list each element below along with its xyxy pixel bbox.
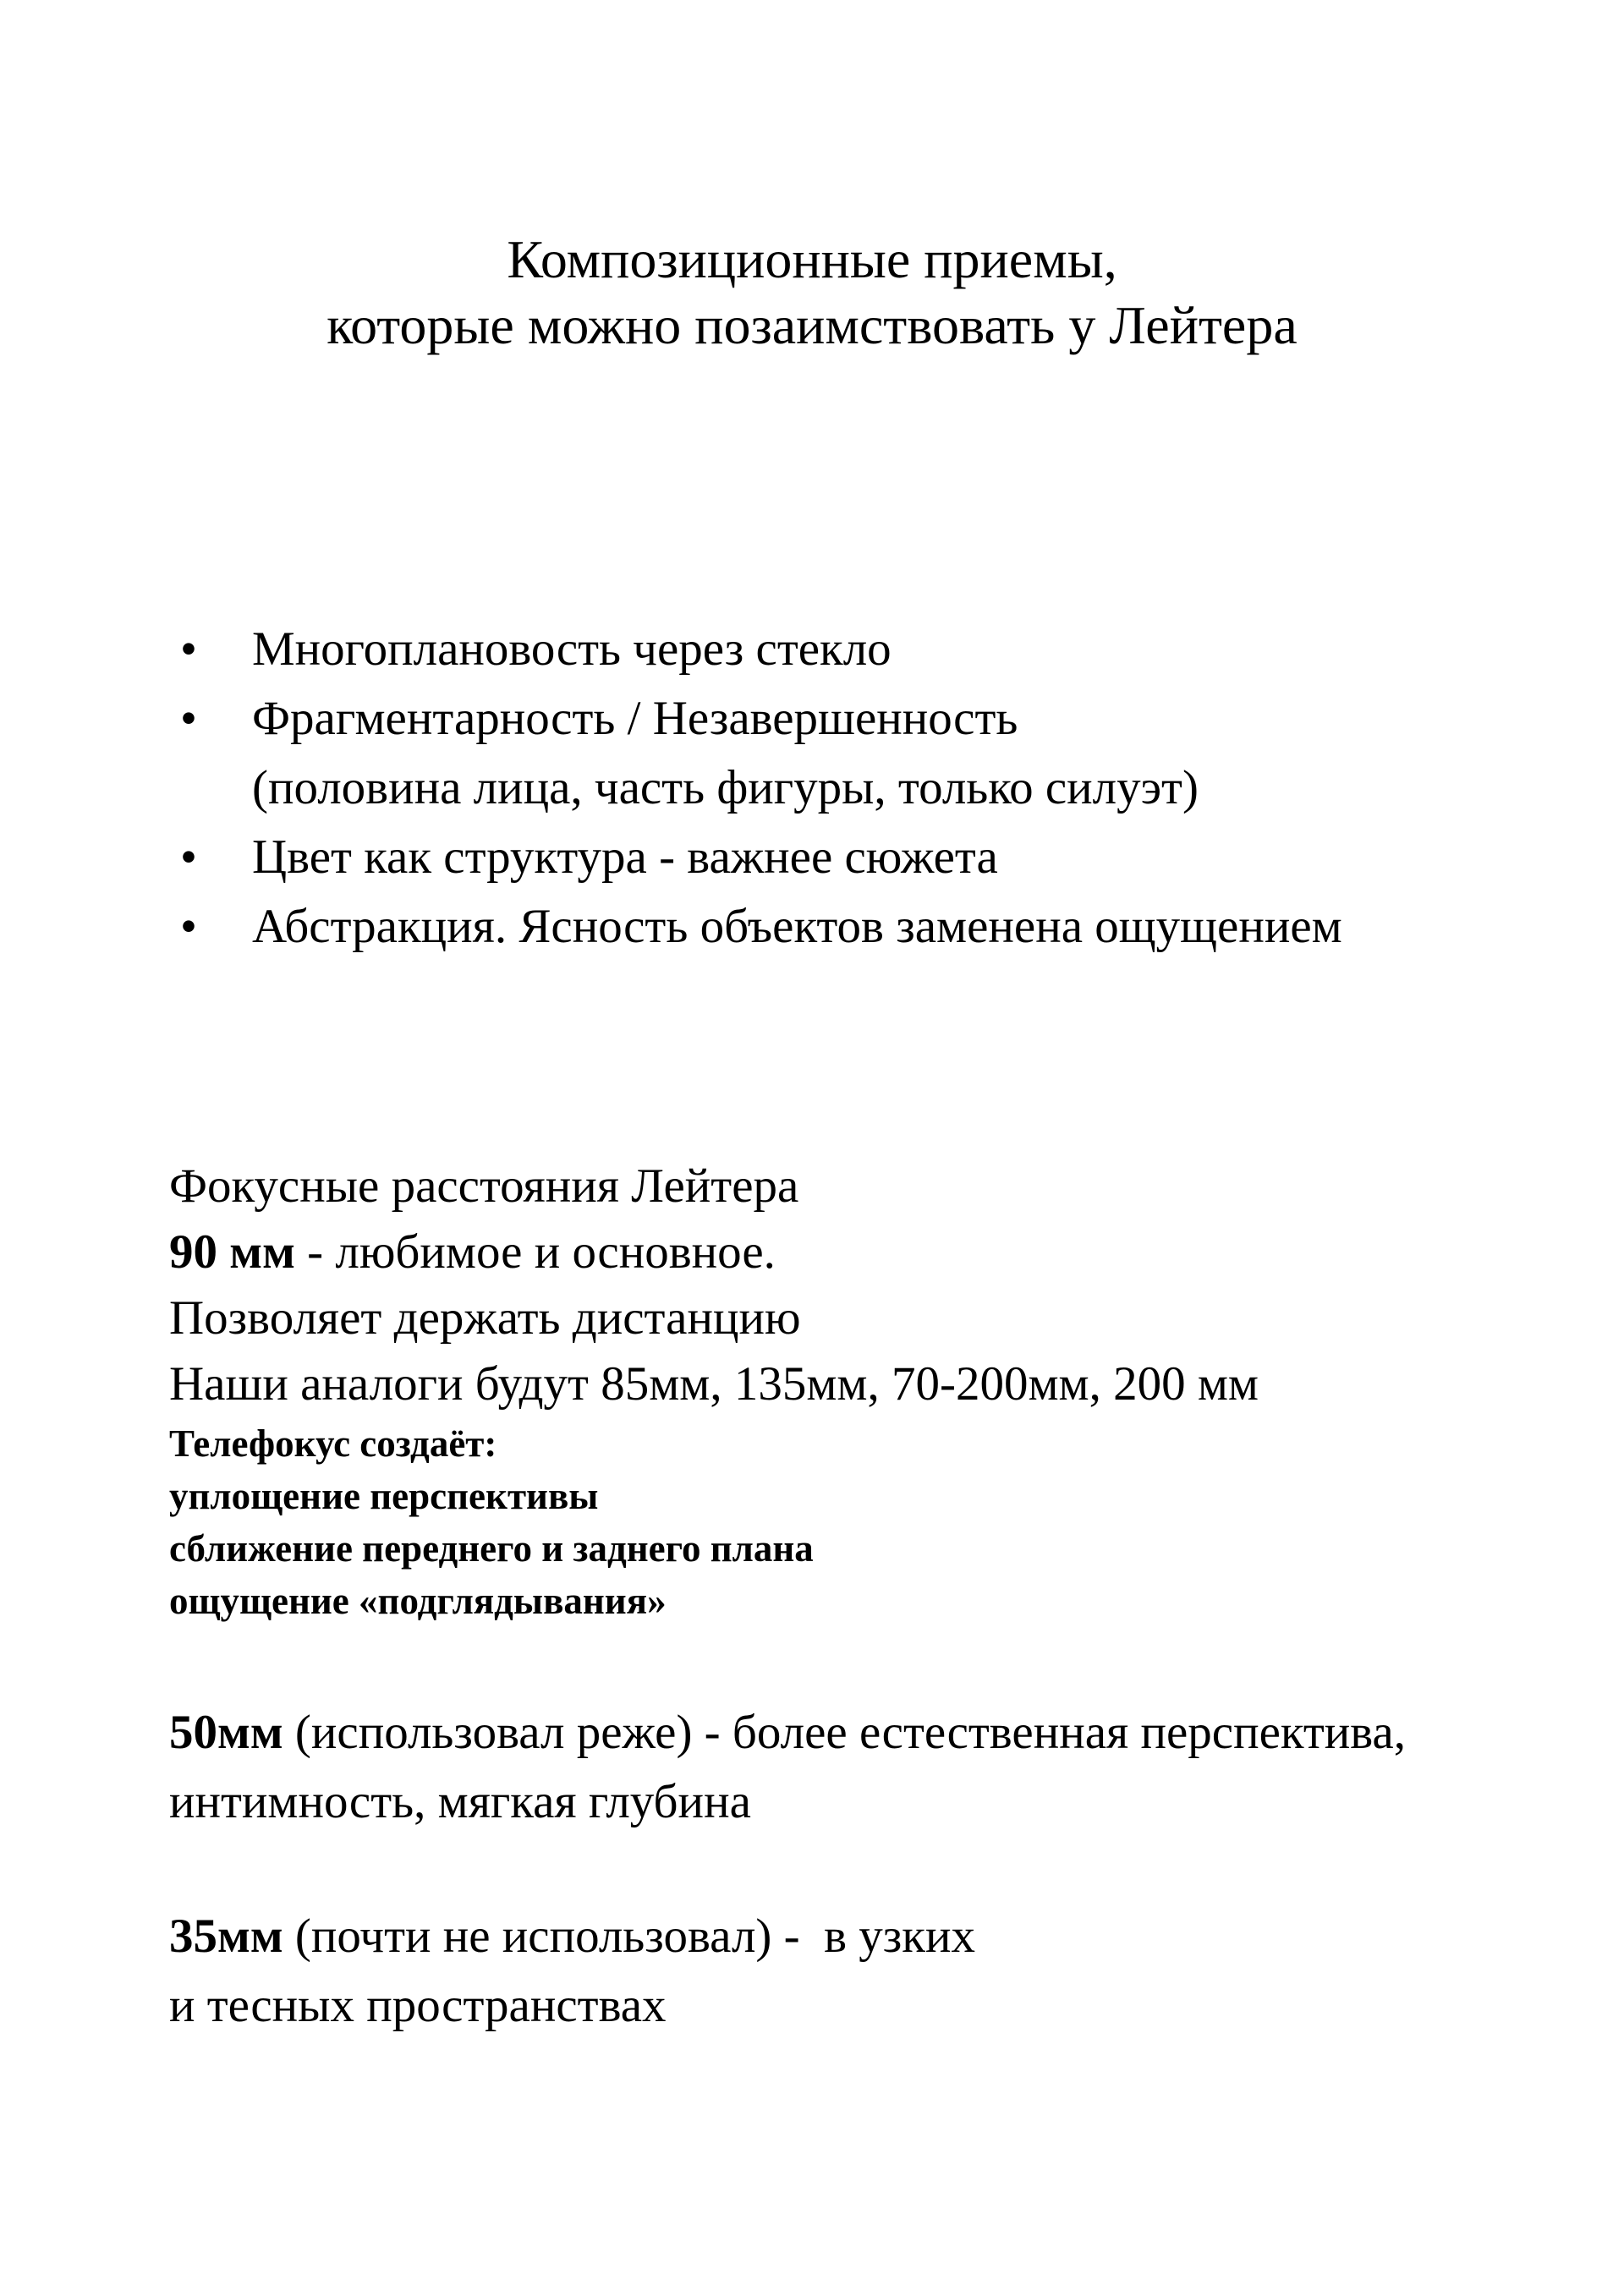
telephoto-effect-line: уплощение перспективы	[169, 1475, 599, 1517]
bullet-line: Абстракция. Ясность объектов заменена ощущением	[252, 900, 1342, 953]
bullet-icon: •	[180, 692, 197, 745]
bullet-line: Цвет как структура - важнее сюжета	[252, 830, 998, 884]
telephoto-heading: Телефокус создаёт:	[169, 1422, 497, 1465]
lens-35mm-description: (почти не использовал) - в узких	[283, 1910, 975, 1963]
focal-lengths-section	[169, 1153, 1539, 1417]
telephoto-section	[169, 1417, 1539, 1627]
focal-90mm-line	[169, 1219, 1539, 1285]
list-item-color-structure	[169, 823, 1539, 892]
lens-50mm-paragraph	[169, 1698, 1539, 1837]
telephoto-effect-line: ощущение «подглядывания»	[169, 1580, 667, 1622]
bullet-list	[169, 615, 1539, 962]
focal-distance-line: Позволяет держать дистанцию	[169, 1291, 801, 1345]
lens-50mm-description: (использовал реже) - более естественная перспектива,	[283, 1706, 1406, 1759]
list-item-multiplane	[169, 615, 1539, 684]
bullet-text	[252, 823, 1539, 892]
lens-50mm-value: 50мм	[169, 1706, 283, 1759]
bullet-text	[252, 892, 1539, 962]
lens-35mm-value: 35мм	[169, 1910, 283, 1963]
telephoto-effect-line: сближение переднего и заднего плана	[169, 1527, 814, 1570]
bullet-text	[252, 615, 1539, 684]
list-item-abstraction	[169, 892, 1539, 962]
title-line-2: которые можно позаимствовать у Лейтера	[326, 295, 1298, 355]
lens-50mm-line2: интимность, мягкая глубина	[169, 1775, 751, 1828]
document-title	[0, 0, 1624, 359]
bullet-line: (половина лица, часть фигуры, только силуэт)	[252, 761, 1199, 814]
bullet-icon: •	[180, 900, 197, 953]
focal-90mm-value: 90 мм	[169, 1225, 295, 1279]
lens-35mm-line2: и тесных пространствах	[169, 1979, 667, 2032]
bullet-icon: •	[180, 622, 197, 676]
focal-heading: Фокусные расстояния Лейтера	[169, 1159, 799, 1213]
bullet-icon: •	[180, 830, 197, 884]
bullet-line: Многоплановость через стекло	[252, 622, 892, 676]
list-item-fragmentation	[169, 684, 1539, 823]
focal-90mm-description: - любимое и основное.	[294, 1225, 776, 1279]
title-line-1: Композиционные приемы,	[507, 229, 1117, 289]
bullet-text	[252, 684, 1539, 823]
bullet-line: Фрагментарность / Незавершенность	[252, 692, 1018, 745]
focal-analogs-line: Наши аналоги будут 85мм, 135мм, 70-200мм, 200 мм	[169, 1357, 1259, 1411]
lens-35mm-line	[169, 1902, 1539, 1971]
lens-35mm-paragraph	[169, 1902, 1539, 2041]
lens-50mm-line	[169, 1698, 1539, 1767]
